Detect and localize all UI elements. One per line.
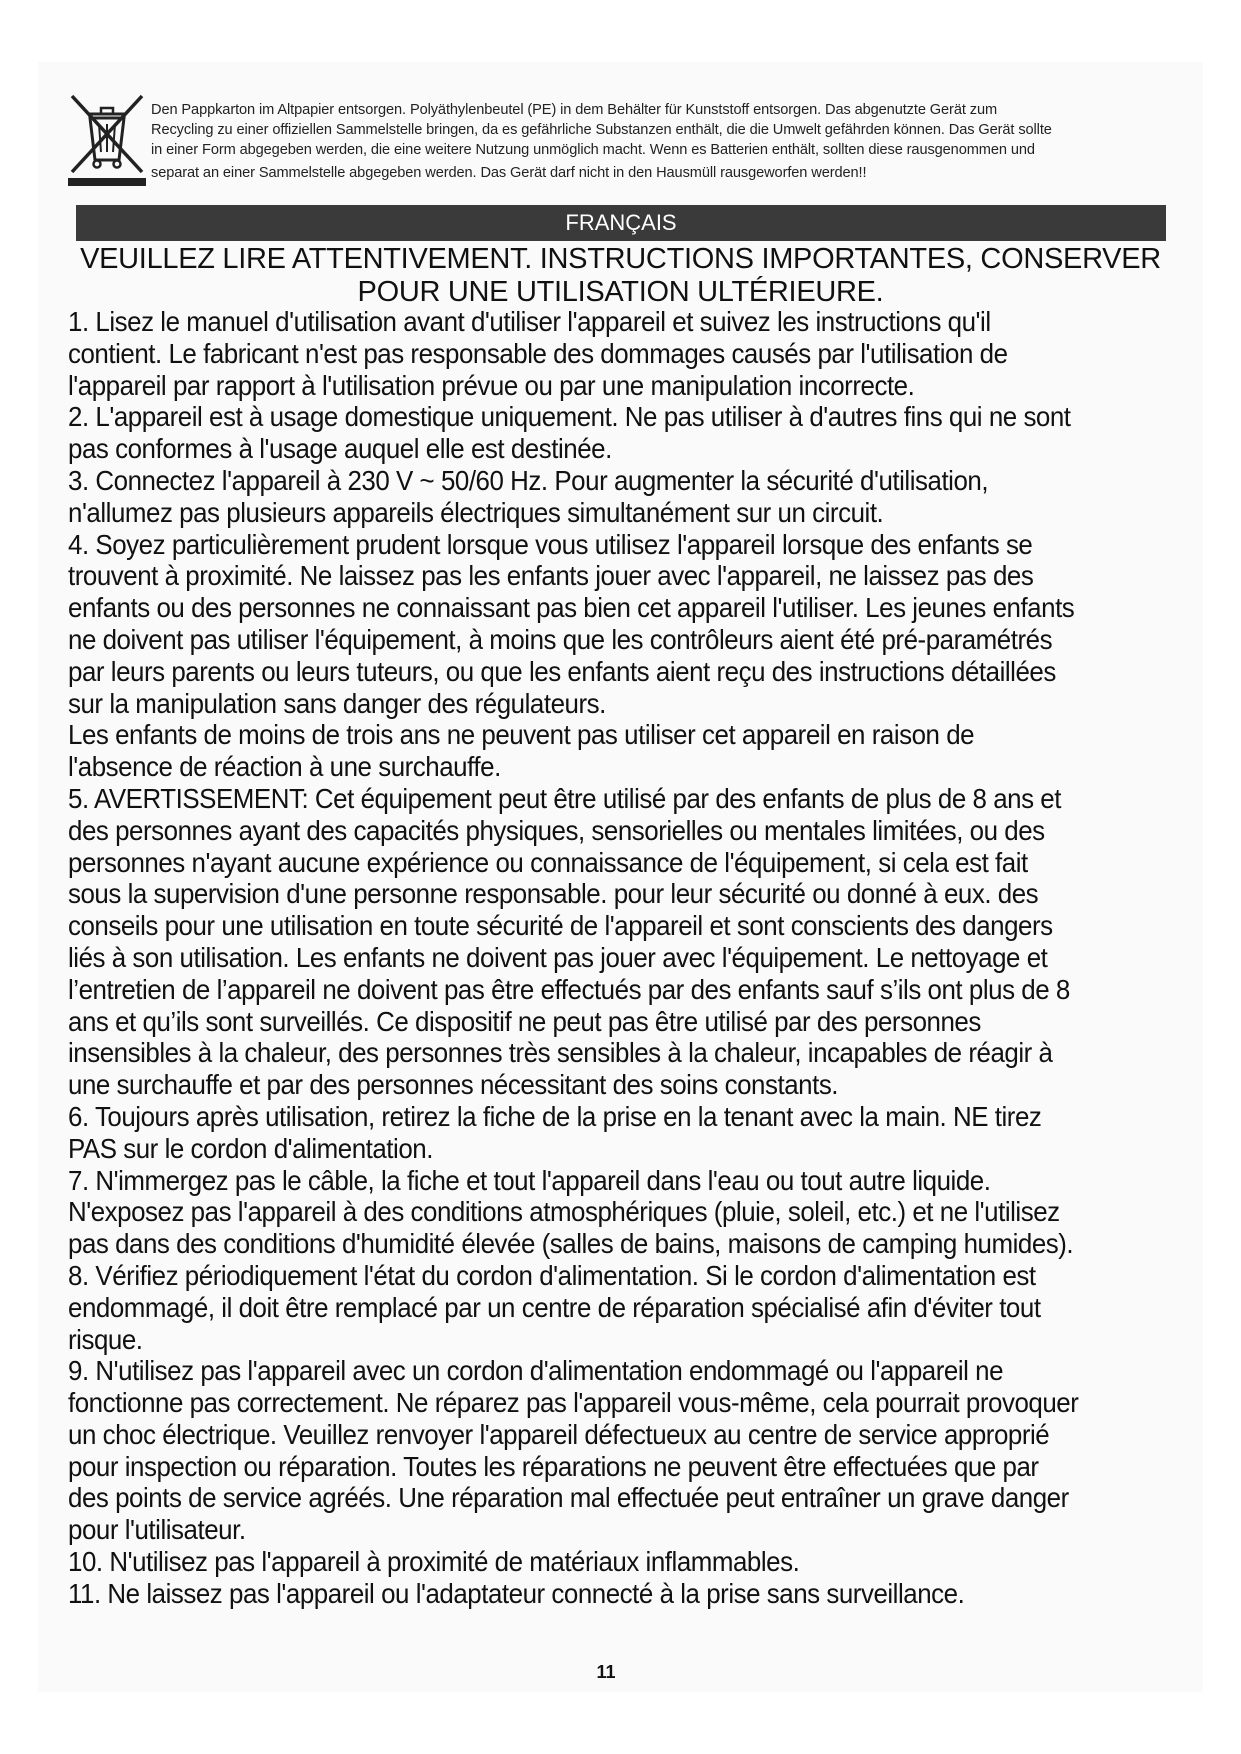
- instruction-line: 2. L'appareil est à usage domestique uniquement. Ne pas utiliser à d'autres fins qui ne sont: [68, 401, 1071, 433]
- instruction-line: pas dans des conditions d'humidité élevée (salles de bains, maisons de camping humides).: [68, 1228, 1074, 1260]
- instruction-line: risque.: [68, 1323, 143, 1355]
- instruction-line: insensibles à la chaleur, des personnes très sensibles à la chaleur, incapables de réagir à: [68, 1037, 1053, 1069]
- page-title: [60, 243, 1181, 309]
- instruction-line: PAS sur le cordon d'alimentation.: [68, 1132, 433, 1164]
- disposal-notice-line: separat an einer Sammelstelle abgegeben werden. Das Gerät darf nicht in den Hausmüll rausgeworfen werden!!: [151, 165, 867, 181]
- instruction-line: 6. Toujours après utilisation, retirez la fiche de la prise en la tenant avec la main. NE tirez: [68, 1100, 1042, 1132]
- instruction-line: 8. Vérifiez périodiquement l'état du cordon d'alimentation. Si le cordon d'alimentation est: [68, 1259, 1036, 1291]
- instruction-line: une surchauffe et par des personnes nécessitant des soins constants.: [68, 1069, 839, 1101]
- instruction-line: 9. N'utilisez pas l'appareil avec un cordon d'alimentation endommagé ou l'appareil ne: [68, 1355, 1004, 1387]
- instruction-line: contient. Le fabricant n'est pas responsable des dommages causés par l'utilisation de: [68, 337, 1008, 369]
- instruction-line: liés à son utilisation. Les enfants ne doivent pas jouer avec l'équipement. Le nettoyage et: [68, 941, 1048, 973]
- instruction-line: 11. Ne laissez pas l'appareil ou l'adaptateur connecté à la prise sans surveillance.: [68, 1577, 965, 1609]
- disposal-notice-line: Den Pappkarton im Altpapier entsorgen. Polyäthylenbeutel (PE) in dem Behälter für Kunststoff entsorgen. Das abgenutzte Gerät zum: [151, 102, 998, 118]
- instruction-line: ans et qu’ils sont surveillés. Ce dispositif ne peut pas être utilisé par des personnes: [68, 1005, 981, 1037]
- crossed-out-wheelie-bin-icon: [68, 92, 146, 188]
- instruction-line: 10. N'utilisez pas l'appareil à proximité de matériaux inflammables.: [68, 1546, 800, 1578]
- disposal-notice-line: Recycling zu einer offiziellen Sammelstelle bringen, da es gefährliche Substanzen enthält, die die Umwelt gefährden können. Das Gerät sollte: [151, 122, 1052, 138]
- instruction-line: 4. Soyez particulièrement prudent lorsque vous utilisez l'appareil lorsque des enfants se: [68, 528, 1033, 560]
- instruction-line: Les enfants de moins de trois ans ne peuvent pas utiliser cet appareil en raison de: [68, 719, 975, 751]
- instruction-line: fonctionne pas correctement. Ne réparez pas l'appareil vous-même, cela pourrait provoquer: [68, 1387, 1079, 1419]
- instruction-line: personnes n'ayant aucune expérience ou connaissance de l'équipement, si cela est fait: [68, 846, 1028, 878]
- instruction-line: trouvent à proximité. Ne laissez pas les enfants jouer avec l'appareil, ne laissez pas des: [68, 560, 1034, 592]
- instructions-list: [68, 306, 1104, 1610]
- instruction-line: pas conformes à l'usage auquel elle est destinée.: [68, 433, 612, 465]
- title-line-2: POUR UNE UTILISATION ULTÉRIEURE.: [357, 276, 884, 308]
- disposal-notice-line: in einer Form abgegeben werden, die eine weitere Nutzung unmöglich macht. Wenn es Batterien enthält, sollten diese rausgenommen und: [151, 142, 1035, 158]
- instruction-line: 7. N'immergez pas le câble, la fiche et tout l'appareil dans l'eau ou tout autre liquide.: [68, 1164, 991, 1196]
- instruction-line: endommagé, il doit être remplacé par un centre de réparation spécialisé afin d'éviter tout: [68, 1291, 1041, 1323]
- instruction-line: N'exposez pas l'appareil à des conditions atmosphériques (pluie, soleil, etc.) et ne l'utilisez: [68, 1196, 1060, 1228]
- instruction-line: sous la supervision d'une personne responsable. pour leur sécurité ou donné à eux. des: [68, 878, 1039, 910]
- instruction-line: des points de service agréés. Une réparation mal effectuée peut entraîner un grave danger: [68, 1482, 1069, 1514]
- instruction-line: 1. Lisez le manuel d'utilisation avant d'utiliser l'appareil et suivez les instructions qu'il: [68, 306, 991, 337]
- instruction-line: conseils pour une utilisation en toute sécurité de l'appareil et sont conscients des dangers: [68, 910, 1053, 942]
- instruction-line: par leurs parents ou leurs tuteurs, ou que les enfants aient reçu des instructions détaillées: [68, 655, 1056, 687]
- instruction-line: l'appareil par rapport à l'utilisation prévue ou par une manipulation incorrecte.: [68, 369, 915, 401]
- instruction-line: pour l'utilisateur.: [68, 1514, 246, 1546]
- disposal-notice: [151, 100, 1161, 183]
- instruction-line: enfants ou des personnes ne connaissant pas bien cet appareil l'utiliser. Les jeunes enfants: [68, 592, 1075, 624]
- instruction-line: des personnes ayant des capacités physiques, sensorielles ou mentales limitées, ou des: [68, 814, 1045, 846]
- instruction-line: l’entretien de l’appareil ne doivent pas être effectués par des enfants sauf s’ils ont plus de 8: [68, 973, 1070, 1005]
- instruction-line: n'allumez pas plusieurs appareils électriques simultanément sur un circuit.: [68, 496, 884, 528]
- instruction-line: sur la manipulation sans danger des régulateurs.: [68, 687, 606, 719]
- title-line-1: VEUILLEZ LIRE ATTENTIVEMENT. INSTRUCTIONS IMPORTANTES, CONSERVER: [80, 243, 1161, 275]
- instruction-line: pour inspection ou réparation. Toutes les réparations ne peuvent être effectuées que par: [68, 1450, 1039, 1482]
- instruction-line: 5. AVERTISSEMENT: Cet équipement peut être utilisé par des enfants de plus de 8 ans et: [68, 782, 1061, 814]
- page-number: 11: [596, 1662, 616, 1682]
- instruction-line: 3. Connectez l'appareil à 230 V ~ 50/60 Hz. Pour augmenter la sécurité d'utilisation,: [68, 464, 989, 496]
- instruction-line: l'absence de réaction à une surchauffe.: [68, 751, 501, 783]
- instruction-line: ne doivent pas utiliser l'équipement, à moins que les contrôleurs aient été pré-paramétrés: [68, 623, 1053, 655]
- language-header: FRANÇAIS: [76, 205, 1166, 241]
- instruction-line: un choc électrique. Veuillez renvoyer l'appareil défectueux au centre de service approprié: [68, 1418, 1050, 1450]
